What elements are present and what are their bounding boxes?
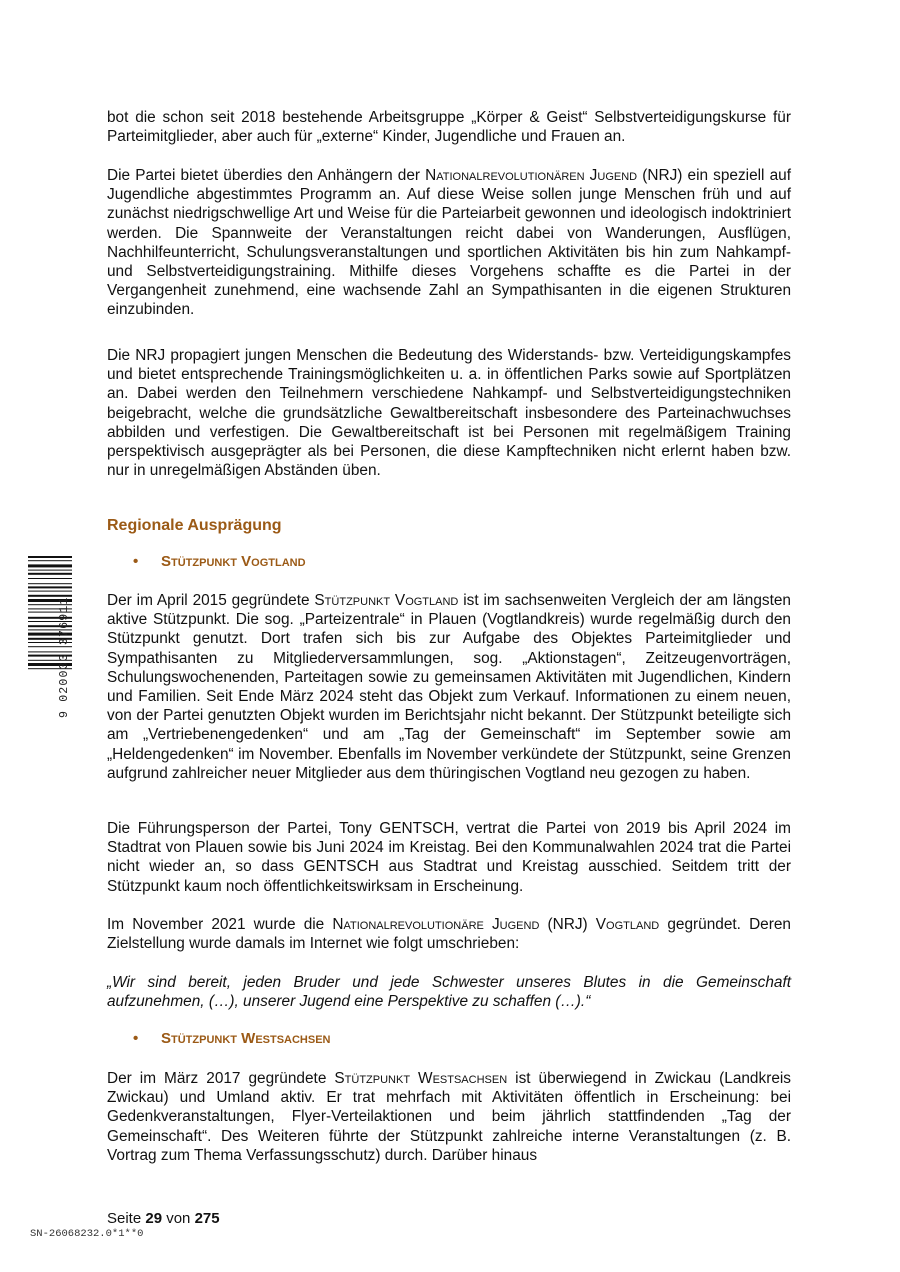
paragraph-westsachsen [107,1069,791,1165]
bullet-heading-vogtland [133,553,306,570]
organization-name: Stützpunkt Vogtland [314,592,459,609]
bullet-icon: • [133,553,139,570]
page-middle: von [162,1210,195,1227]
paragraph-text: bot die schon seit 2018 bestehende Arbeitsgruppe „Körper & Geist“ Selbstverteidigungskurse für Parteimitglieder, aber auch für „externe“ Kinder, Jugendliche und Frauen an. [107,109,791,146]
text-run: (NRJ) ein speziell auf Jugendliche abgestimmtes Programm an. Auf diese Weise sollen junge Menschen früh und auf zunächst niedrigschwellige Art und Weise für die Parteiarbeit gewonnen und ideologisch indoktriniert werden. Die Spannweite der Veranstaltungen reicht dabei von Wanderungen, Ausflügen, Nachhilfeunterricht, Schulungsveranstaltungen und sportlichen Aktivitäten bis hin zum Nahkampf- und Selbstverteidigungstraining. Mithilfe dieses Vorgehens schaffte es die Partei in der Vergangenheit zunehmend, eine wachsende Zahl an Sympathisanten in die eigenen Strukturen einzubinden. [107,167,791,319]
organization-name: Nationalrevolutionären Jugend [425,167,638,184]
text-run: Der im April 2015 gegründete [107,592,315,609]
organization-name: Stützpunkt Westsachsen [334,1070,508,1087]
text-run: Der im März 2017 gegründete [107,1070,335,1087]
paragraph-nrj-program [107,166,791,320]
page-prefix: Seite [107,1210,146,1227]
organization-name: Vogtland [595,916,660,933]
page-number [107,1210,220,1227]
current-page: 29 [145,1210,163,1227]
bullet-icon: • [133,1030,139,1047]
paragraph-self-defense [107,108,791,146]
barcode-digits: 9 020033 376911 [58,596,71,718]
text-run: gegründet. Deren Zielstellung wurde damals im Internet wie folgt umschrieben: [107,916,791,953]
paragraph-vogtland [107,591,791,783]
paragraph-text: Die Führungsperson der Partei, Tony GENTSCH, vertrat die Partei von 2019 bis April 2024 im Stadtrat von Plauen sowie bis Juni 2024 im Kreistag. Bei den Kommunalwahlen 2024 trat die Partei nicht wieder an, so dass GENTSCH aus Stadtrat und Kreistag ausschied. Seitdem tritt der Stützpunkt kaum noch öffentlichkeitswirksam in Erscheinung. [107,820,791,895]
bullet-heading-westsachsen [133,1030,331,1047]
paragraph-nrj-training [107,346,791,480]
text-run: Die Partei bietet überdies den Anhängern der [107,167,426,184]
total-pages: 275 [194,1210,220,1227]
text-run: Im November 2021 wurde die [107,916,333,933]
quote [107,973,791,1011]
quote-text: „Wir sind bereit, jeden Bruder und jede Schwester unseres Blutes in die Gemeinschaft aufzunehmen, (…), unserer Jugend eine Perspektive zu schaffen (…).“ [107,974,791,1011]
paragraph-nrj-vogtland [107,915,791,953]
paragraph-gentsch [107,819,791,896]
text-run: ist im sachsenweiten Vergleich der am längsten aktive Stützpunkt. Die sog. „Parteizentrale“ in Plauen (Vogtlandkreis) wurde regelmäßig durch den Stützpunkt genutzt. Dort trafen sich bis zur Aufgabe des Objektes Parteimitglieder und Sympathisanten zu Mitgliederversammlungen, sog. „Aktionstagen“, Zeitzeugenvorträgen, Schulungswochenenden, Parteitagen sowie zu gemeinsamen Aktivitäten mit Jugendlichen, Kindern und Familien. Seit Ende März 2024 steht das Objekt zum Verkauf. Informationen zu einem neuen, von der Partei genutzten Objekt wurden im Berichtsjahr nicht bekannt. Der Stützpunkt beteiligte sich am „Vertriebenengedenken“ und am „Tag der Gemeinschaft“ im September sowie am „Heldengedenken“ im November. Ebenfalls im November verkündete der Stützpunkt, seine Grenzen aufgrund zahlreicher neuer Mitglieder aus dem thüringischen Vogtland neu gezogen zu haben. [107,592,791,782]
paragraph-text: Die NRJ propagiert jungen Menschen die Bedeutung des Widerstands- bzw. Verteidigungskampfes und bietet entsprechende Trainingsmöglichkeiten u. a. in öffentlichen Parks sowie auf Sportplätzen an. Dabei werden den Teilnehmern verschiedene Nahkampf- und Selbstverteidigungstechniken beigebracht, welche die grundsätzliche Gewaltbereitschaft insbesondere des Parteinachwuchses abbilden und verfestigen. Die Gewaltbereitschaft ist bei Personen mit regelmäßigem Training perspektivisch ausgeprägter als bei Personen, die diese Kampftechniken nicht erlernt haben bzw. nur in unregelmäßigen Abständen üben. [107,347,791,480]
bullet-label: Stützpunkt Vogtland [161,553,306,570]
section-heading: Regionale Ausprägung [107,517,282,534]
text-run: (NRJ) [539,916,596,933]
bullet-label: Stützpunkt Westsachsen [161,1030,331,1047]
document-stamp-id: SN-26068232.0*1**0 [30,1228,144,1240]
organization-name: Nationalrevolutionäre Jugend [332,916,540,933]
text-run: ist überwiegend in Zwickau (Landkreis Zwickau) und Umland aktiv. Er trat mehrfach mit Aktivitäten öffentlich in Erscheinung: bei Gedenkveranstaltungen, Flyer-Verteilaktionen und beim jährlich stattfindenden „Tag der Gemeinschaft“. Des Weiteren führte der Stützpunkt zahlreiche interne Veranstaltungen (z. B. Vortrag zum Thema Verfassungsschutz) durch. Darüber hinaus [107,1070,791,1164]
